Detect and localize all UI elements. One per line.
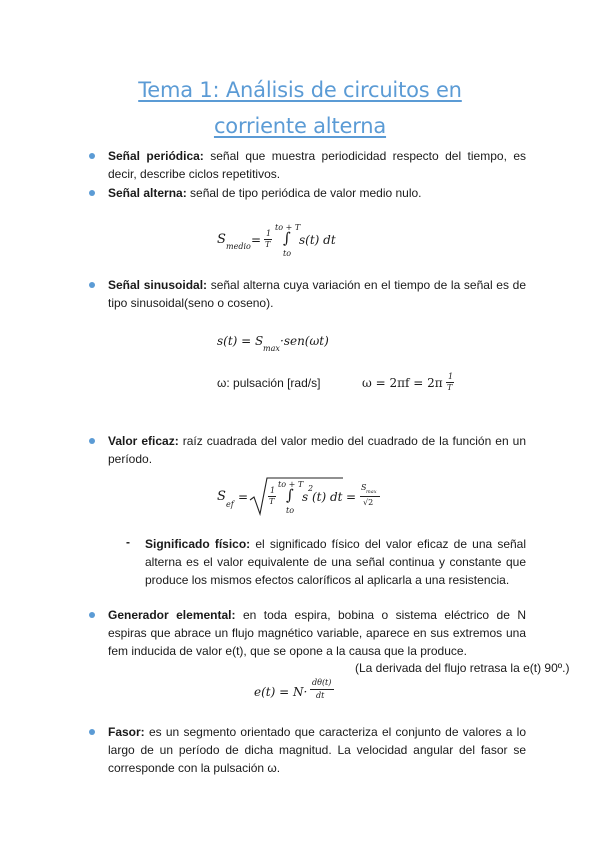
formula-subscript: max bbox=[263, 344, 280, 353]
formula-subscript: medio bbox=[226, 242, 251, 251]
integral-lower-limit: to bbox=[283, 249, 292, 258]
formula-omega-expr: ω = 2πf = 2π bbox=[362, 376, 443, 390]
formula-lhs: s(t) = S bbox=[217, 334, 264, 348]
formula-superscript: 2 bbox=[308, 484, 314, 493]
formula-subscript: max bbox=[366, 489, 377, 495]
integral-lower-limit: to bbox=[286, 506, 295, 515]
item-text: es un segmento orientado que caracteriza el conjunto de valores a lo largo de un período de dicha magnitud. La velocidad angular del fasor se corresponde con la pulsación ω. bbox=[108, 725, 526, 775]
formula-fraction-num: 1 bbox=[448, 372, 454, 381]
item-text: raíz cuadrada del valor medio del cuadrado de la función en un período. bbox=[108, 434, 527, 466]
dash-marker: - bbox=[126, 535, 130, 549]
term-label: Valor eficaz: bbox=[108, 434, 179, 448]
formula-fraction-den: T bbox=[265, 240, 271, 249]
item-text: señal alterna cuya variación en el tiempo de la señal es de tipo sinusoidal(seno o coseno). bbox=[108, 278, 526, 310]
formula-fraction-den: T bbox=[269, 497, 275, 506]
formula-equals: = bbox=[238, 490, 249, 504]
note-derivada: (La derivada del flujo retrasa la e(t) 90º.) bbox=[355, 661, 570, 675]
item-senal-sinusoidal bbox=[108, 276, 526, 312]
term-label: Señal periódica: bbox=[108, 149, 204, 163]
formula-fraction-den: dt bbox=[316, 691, 325, 700]
omega-label: ω: pulsación [rad/s] bbox=[217, 376, 321, 390]
item-text: el significado físico del valor eficaz de una señal alterna es el valor equivalente de una señal continua y constante que produce los mismos efectos caloríficos al aplicarla a una resistencia. bbox=[145, 537, 527, 587]
integral-sign-icon: ∫ bbox=[286, 486, 294, 504]
formula-symbol: S bbox=[217, 489, 226, 504]
item-text: señal que muestra periodicidad respecto del tiempo, es decir, describe ciclos repetitivos. bbox=[108, 149, 526, 181]
formula-fraction-num: 1 bbox=[270, 486, 276, 495]
formula-fraction-num: dθ(t) bbox=[312, 678, 332, 687]
term-label: Señal sinusoidal: bbox=[108, 278, 208, 292]
term-label: Significado físico: bbox=[145, 537, 251, 551]
bullet-icon bbox=[89, 438, 95, 444]
fraction-bar bbox=[310, 689, 334, 690]
item-text: señal de tipo periódica de valor medio nulo. bbox=[186, 186, 422, 200]
integral-upper-limit: to + T bbox=[275, 223, 301, 232]
formula-integrand-rest: (t) dt bbox=[312, 490, 343, 504]
item-text: en toda espira, bobina o sistema eléctrico de N espiras que abrace un flujo magnético variable, aparece en sus extremos una fem inducida de valor e(t), que se opone a la causa que la produce. bbox=[108, 608, 527, 658]
item-fasor bbox=[108, 723, 526, 777]
formula-integrand: s bbox=[302, 490, 309, 504]
bullet-icon bbox=[89, 190, 95, 196]
item-generador-elemental bbox=[108, 606, 526, 660]
formula-equals: = bbox=[346, 490, 357, 504]
formula-fraction-den: √2 bbox=[363, 498, 374, 507]
formula-fraction-num: 1 bbox=[266, 229, 272, 238]
term-label: Fasor: bbox=[108, 725, 145, 739]
formula-subscript: ef bbox=[226, 500, 234, 509]
fraction-bar bbox=[360, 496, 380, 497]
page-title-line1: Tema 1: Análisis de circuitos en bbox=[138, 78, 462, 102]
item-significado-fisico bbox=[145, 535, 526, 589]
formula-symbol: S bbox=[217, 232, 226, 247]
term-label: Señal alterna: bbox=[108, 186, 187, 200]
formula-equals: = bbox=[251, 233, 262, 247]
bullet-icon bbox=[89, 729, 95, 735]
integral-sign-icon: ∫ bbox=[283, 229, 291, 247]
bullet-icon bbox=[89, 153, 95, 159]
formula-integrand: s(t) dt bbox=[299, 233, 336, 247]
formula-lhs: e(t) = N· bbox=[254, 685, 308, 699]
term-label: Generador elemental: bbox=[108, 608, 236, 622]
page-title-line2: corriente alterna bbox=[213, 114, 387, 138]
integral-upper-limit: to + T bbox=[278, 480, 304, 489]
formula-fraction-den: T bbox=[447, 383, 453, 392]
item-valor-eficaz bbox=[108, 432, 526, 468]
bullet-icon bbox=[89, 282, 95, 288]
item-senal-alterna bbox=[108, 184, 526, 202]
formula-fraction-num: S bbox=[361, 483, 367, 492]
bullet-icon bbox=[89, 612, 95, 618]
formula-rhs: ·sen(ωt) bbox=[280, 334, 329, 348]
item-senal-periodica bbox=[108, 147, 526, 183]
